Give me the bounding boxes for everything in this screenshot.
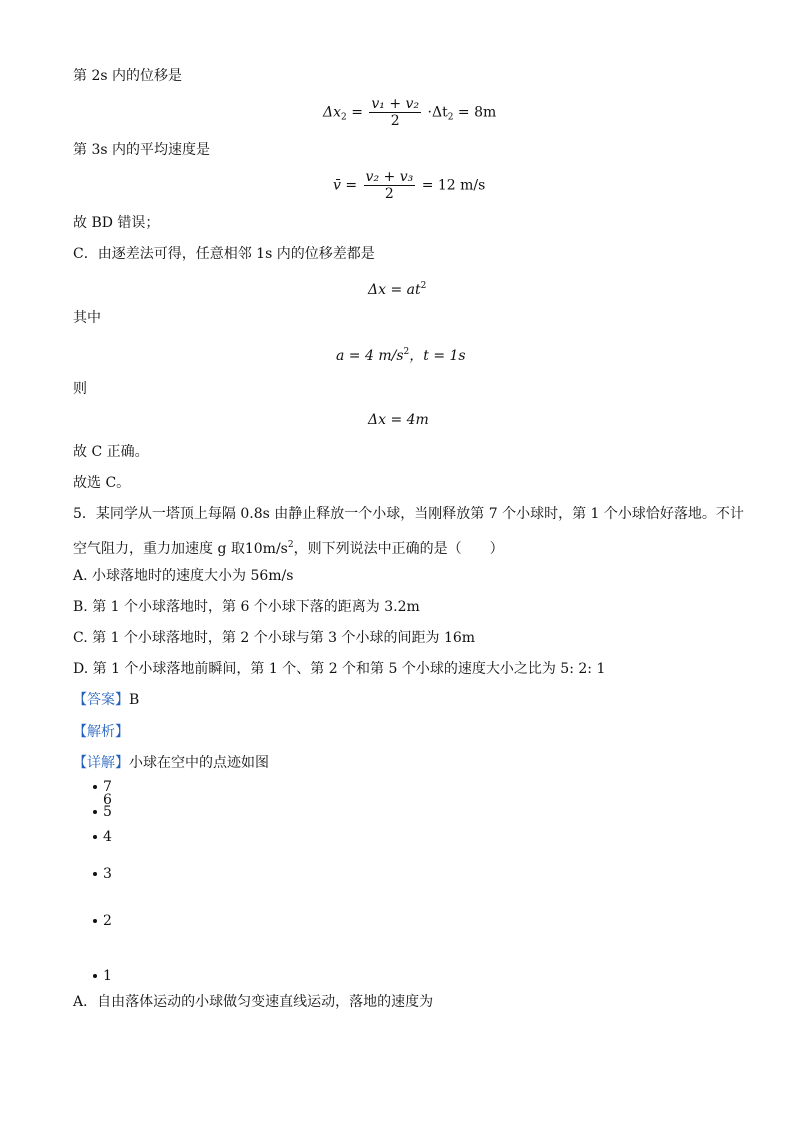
ball-label: 1 xyxy=(103,968,112,984)
text-line: A．自由落体运动的小球做匀变速直线运动，落地的速度为 xyxy=(73,994,434,1010)
equation-a-t xyxy=(336,343,466,365)
eq-a: a = 4 m/s xyxy=(336,348,404,364)
ball-dot xyxy=(93,919,97,923)
eq-mid: ·Δt xyxy=(427,104,448,121)
ball-label: 5 xyxy=(103,804,112,820)
eq-denominator: 2 xyxy=(390,113,400,129)
question-sup: 2 xyxy=(287,540,294,550)
ball-point-4 xyxy=(93,829,112,845)
option-d: D. 第 1 个小球落地前瞬间，第 1 个、第 2 个和第 5 个小球的速度大小之比为 5: 2: 1 xyxy=(73,661,606,677)
eq-t: ，t = 1s xyxy=(409,348,466,364)
detail-tag: 【详解】 xyxy=(73,755,129,771)
analysis-line xyxy=(73,723,129,741)
equation-delta-x-result xyxy=(368,411,429,429)
question-text-2a: 空气阻力，重力加速度 g 取10m/s xyxy=(73,541,288,557)
text-line: 故 C 正确。 xyxy=(73,444,149,460)
ball-label: 2 xyxy=(103,913,112,929)
eq-lhs-sub: 2 xyxy=(341,112,347,123)
text-line: 则 xyxy=(73,381,87,397)
eq-text: Δx = 4m xyxy=(368,412,429,428)
text-line: 其中 xyxy=(73,310,101,326)
ball-label: 3 xyxy=(103,866,112,882)
eq-lhs: Δx xyxy=(323,104,342,121)
eq-rhs: = 8m xyxy=(457,104,497,121)
equation-average-velocity xyxy=(333,169,485,202)
ball-dot xyxy=(93,810,97,814)
option-b: B. 第 1 个小球落地时，第 6 个小球下落的距离为 3.2m xyxy=(73,599,420,615)
question-text-2 xyxy=(73,536,504,558)
question-text-2b: ，则下列说法中正确的是（ ） xyxy=(293,541,504,557)
eq-sup: 2 xyxy=(403,347,410,357)
answer-tag: 【答案】 xyxy=(73,692,129,708)
ball-dot xyxy=(93,835,97,839)
question-text: 5．某同学从一塔顶上每隔 0.8s 由静止释放一个小球，当刚释放第 7 个小球时，第 1 个小球恰好落地。不计 xyxy=(73,506,744,522)
ball-label: 6 xyxy=(103,792,112,808)
eq-fraction xyxy=(369,96,421,129)
eq-rhs: = 12 m/s xyxy=(421,177,486,194)
ball-label: 7 xyxy=(103,779,112,795)
eq-numerator: v₁ + v₂ xyxy=(371,96,420,112)
ball-dot xyxy=(93,785,97,789)
eq-text: Δx = at xyxy=(368,282,421,298)
detail-line xyxy=(73,754,269,772)
eq-denominator: 2 xyxy=(384,186,394,202)
equation-displacement: $\Delta x_2$ = $\frac{\text{v₁ + v₂}}{2}$ $\cdot\Delta t_2 = 8m$ xyxy=(323,96,497,129)
ball-dot xyxy=(93,974,97,978)
eq-fraction xyxy=(364,169,416,202)
ball-point-5 xyxy=(93,804,112,820)
text-line: 故选 C。 xyxy=(73,475,131,491)
ball-point-2 xyxy=(93,913,112,929)
detail-text: 小球在空中的点迹如图 xyxy=(129,755,269,771)
text-line: 第 2s 内的位移是 xyxy=(73,68,182,84)
eq-lhs: v̄ = xyxy=(333,177,358,194)
ball-point-1 xyxy=(93,968,112,984)
analysis-tag: 【解析】 xyxy=(73,724,129,740)
text-line: 第 3s 内的平均速度是 xyxy=(73,142,210,158)
eq-sup: 2 xyxy=(420,281,427,291)
ball-dot xyxy=(93,872,97,876)
ball-label: 4 xyxy=(103,829,112,845)
eq-numerator: v₂ + v₃ xyxy=(365,169,414,185)
option-c: C. 第 1 个小球落地时，第 2 个小球与第 3 个小球的间距为 16m xyxy=(73,630,476,646)
answer-value: B xyxy=(129,692,140,708)
text-line: 故 BD 错误； xyxy=(73,215,160,231)
eq-mid-sub: 2 xyxy=(447,112,454,123)
answer-line xyxy=(73,691,139,709)
ball-point-3 xyxy=(93,866,112,882)
option-a: A. 小球落地时的速度大小为 56m/s xyxy=(73,568,294,584)
text-line: C．由逐差法可得，任意相邻 1s 内的位移差都是 xyxy=(73,246,375,262)
equation-delta-x xyxy=(368,277,426,299)
